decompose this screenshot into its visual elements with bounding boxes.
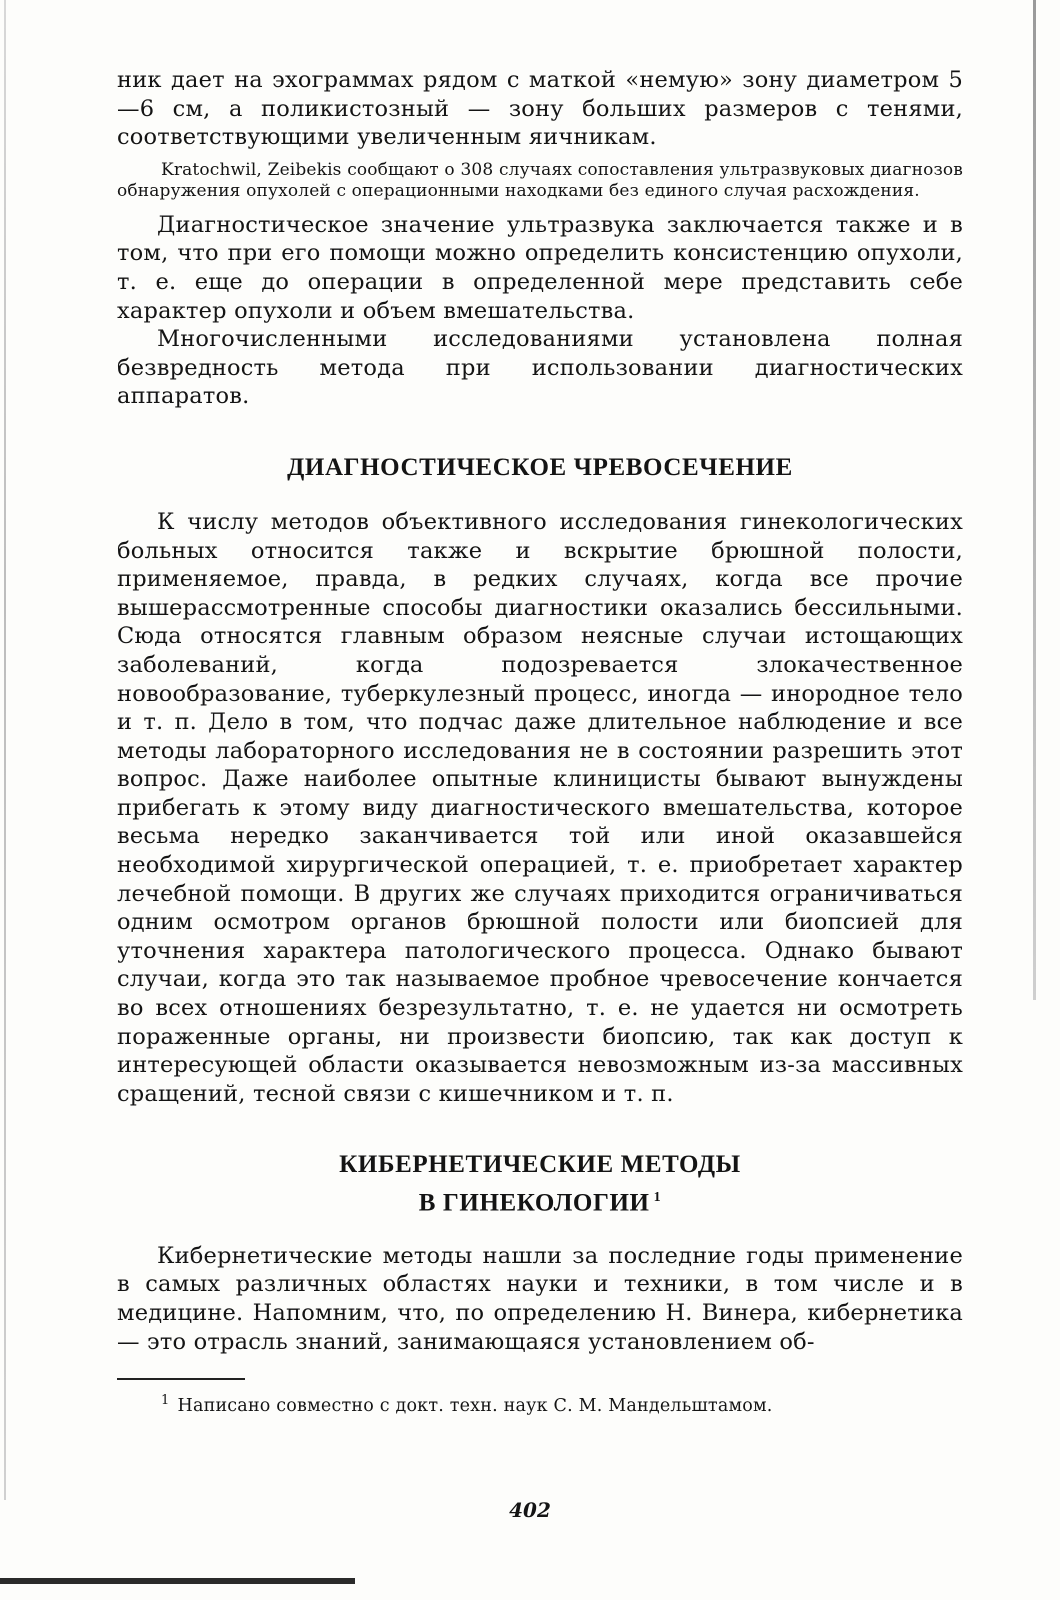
footnote-divider — [117, 1378, 245, 1380]
footnote-mark: 1 — [161, 1393, 170, 1409]
footnote — [117, 1390, 963, 1417]
scan-edge-right — [1033, 0, 1036, 1000]
paragraph-laparotomy: К числу методов объективного исследования гинекологических больных относится также и вскрытие брюшной полости, применяемое, правда, в редких случаях, когда все прочие вышерассмотренные способы диагностики оказались бессильными. Сюда относятся главным образом неясные случаи истощающих заболеваний, когда подозревается злокачественное новообразование, туберкулезный процесс, иногда — инородное тело и т. п. Дело в том, что подчас даже длительное наблюдение и все методы лабораторного исследования не в состоянии разрешить этот вопрос. Даже наиболее опытные клиницисты бывают вынуждены прибегать к этому виду диагностического вмешательства, которое весьма нередко заканчивается той или иной оказавшейся необходимой хирургической операцией, т. е. приобретает характер лечебной помощи. В других же случаях приходится ограничиваться одним осмотром органов брюшной полости или биопсией для уточнения характера патологического процесса. Однако бывают случаи, когда это так называемое пробное чревосечение кончается во всех отношениях безрезультатно, т. е. не удается ни осмотреть пораженные органы, ни произвести биопсию, так как доступ к интересующей области оказывается невозможным из-за массивных сращений, тесной связи с кишечником и т. п. — [117, 508, 963, 1107]
paragraph-ultrasound-value: Диагностическое значение ультразвука заключается также и в том, что при его помощи можно определить консистенцию опухоли, т. е. еще до операции в определенной мере представить себе характер опухоли и объем вмешательства. — [117, 211, 963, 324]
scan-edge-left — [4, 0, 6, 1500]
paragraph-top: ник дает на эхограммах рядом с маткой «немую» зону диаметром 5—6 см, а поликистозный — зону больших размеров с тенями, соответствующими увеличенным яичникам. — [117, 67, 963, 151]
paragraph-safety: Многочисленными исследованиями установлена полная безвредность метода при использовании диагностических аппаратов. — [117, 326, 963, 410]
scan-bottom-edge — [0, 1578, 355, 1584]
section-title-line2-text: В ГИНЕКОЛОГИИ — [418, 1189, 650, 1217]
paragraph-cybernetics: Кибернетические методы нашли за последние годы применение в самых различных областях науки и техники, в том числе и в медицине. Напомним, что, по определению Н. Винера, кибернетика — это отрасль знаний, занимающаяся установлением об- — [117, 1242, 963, 1355]
page-number: 402 — [509, 1498, 551, 1522]
section-title-line2 — [117, 1181, 963, 1219]
footnote-reference: 1 — [653, 1190, 662, 1206]
section-title-cybernetics — [117, 1148, 963, 1219]
footnote-text: Написано совместно с докт. техн. наук С. М. Мандельштамом. — [177, 1395, 773, 1416]
page-text-column — [117, 66, 963, 1417]
small-print-note: Kratochwil, Zeibekis сообщают о 308 случаях сопоставления ультразвуковых диагнозов обнаружения опухолей с операционными находками без единого случая расхождения. — [117, 159, 963, 202]
section-title-laparotomy: ДИАГНОСТИЧЕСКОЕ ЧРЕВОСЕЧЕНИЕ — [287, 453, 793, 481]
section-title-line1: КИБЕРНЕТИЧЕСКИЕ МЕТОДЫ — [339, 1151, 741, 1179]
